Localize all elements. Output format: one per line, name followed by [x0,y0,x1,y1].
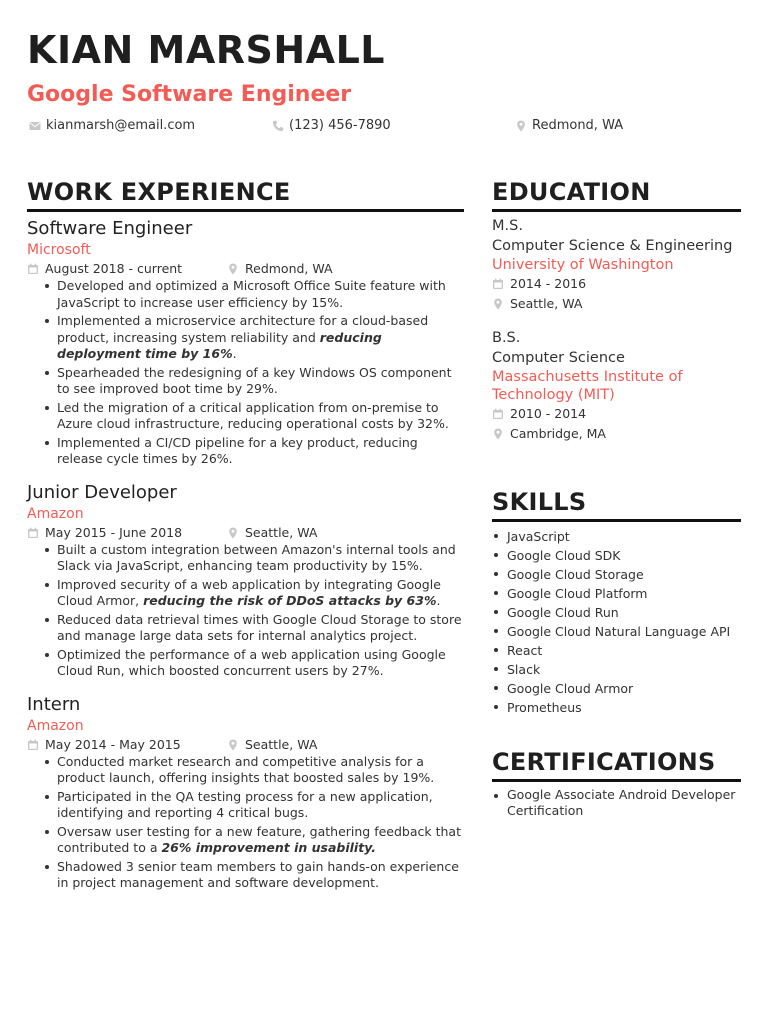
job-location: Seattle, WA [227,524,317,542]
education-heading: EDUCATION [492,178,651,206]
location-pin-icon [227,263,239,275]
skills-heading: SKILLS [492,488,587,516]
education-list [492,216,742,458]
education-entry [492,328,742,444]
job-bullets [27,754,464,892]
location-pin-icon [227,739,239,751]
company-name: Amazon [27,505,84,522]
skill-item: Google Cloud SDK [492,546,742,565]
calendar-icon [27,739,39,751]
job-dates: August 2018 - current [27,260,227,278]
job-meta [27,260,464,278]
phone-text: (123) 456-7890 [289,118,391,133]
field-of-study: Computer Science [492,350,625,366]
bullet-item: Shadowed 3 senior team members to gain hands-on experience in project management and software development. [41,859,464,892]
bullet-item: Developed and optimized a Microsoft Office Suite feature with JavaScript to increase user efficiency by 15%. [41,278,464,311]
field-of-study: Computer Science & Engineering [492,238,733,254]
bullet-item: Built a custom integration between Amazon's internal tools and Slack via JavaScript, enhancing team productivity by 15%. [41,542,464,575]
job-dates: May 2014 - May 2015 [27,736,227,754]
education-entry [492,216,742,314]
work-experience-list [27,218,464,906]
work-experience-divider [27,209,464,212]
bullet-item: Conducted market research and competitive analysis for a product launch, offering insights that boosted sales by 19%. [41,754,464,787]
education-dates: 2014 - 2016 [492,274,742,294]
bullet-item: Spearheaded the redesigning of a key Windows OS component to see improved boot time by 29%. [41,365,464,398]
candidate-name: KIAN MARSHALL [27,28,386,72]
school-name: Massachusetts Institute of Technology (MIT) [492,369,683,403]
calendar-icon [492,278,504,290]
job-title: Junior Developer [27,481,177,503]
bullet-item: Participated in the QA testing process for a new application, identifying and reporting 4 critical bugs. [41,789,464,822]
job-bullets [27,542,464,680]
education-location: Cambridge, MA [492,424,742,444]
calendar-icon [27,263,39,275]
certifications-divider [492,779,741,782]
degree: B.S. [492,330,521,346]
work-experience-heading: WORK EXPERIENCE [27,178,291,206]
school-name: University of Washington [492,257,674,273]
skill-item: Slack [492,660,742,679]
envelope-icon [29,120,41,132]
skill-item: JavaScript [492,527,742,546]
bullet-item: Oversaw user testing for a new feature, gathering feedback that contributed to a 26% improvement in usability. [41,824,464,857]
calendar-icon [492,408,504,420]
job-entry [27,218,464,468]
job-location: Redmond, WA [227,260,333,278]
job-target-title: Google Software Engineer [27,82,352,107]
bullet-item: Led the migration of a critical application from on-premise to Azure cloud infrastructure, reducing operational costs by 32%. [41,400,464,433]
job-meta [27,524,464,542]
job-entry [27,482,464,680]
bullet-item: Implemented a microservice architecture for a cloud-based product, increasing system reliability and reducing deployment time by 16%. [41,313,464,363]
bullet-item: Improved security of a web application by integrating Google Cloud Armor, reducing the risk of DDoS attacks by 63%. [41,577,464,610]
skills-divider [492,519,741,522]
contact-email [29,118,195,133]
job-meta [27,736,464,754]
contact-phone [272,118,391,133]
job-dates: May 2015 - June 2018 [27,524,227,542]
job-title: Intern [27,693,81,715]
skill-item: Google Cloud Storage [492,565,742,584]
skill-item: Google Cloud Armor [492,679,742,698]
certifications-heading: CERTIFICATIONS [492,748,716,776]
bullet-item: Implemented a CI/CD pipeline for a key product, reducing release cycle times by 26%. [41,435,464,468]
education-divider [492,209,741,212]
skills-list [492,527,742,717]
degree: M.S. [492,218,523,234]
bullet-item: Optimized the performance of a web application using Google Cloud Run, which boosted concurrent users by 27%. [41,647,464,680]
education-dates: 2010 - 2014 [492,404,742,424]
job-bullets [27,278,464,468]
location-pin-icon [515,120,527,132]
education-location: Seattle, WA [492,294,742,314]
phone-icon [272,120,284,132]
skill-item: React [492,641,742,660]
location-pin-icon [227,527,239,539]
certifications-list [492,787,742,819]
skill-item: Prometheus [492,698,742,717]
bullet-item: Reduced data retrieval times with Google Cloud Storage to store and manage large data sets for internal analytics project. [41,612,464,645]
location-pin-icon [492,298,504,310]
email-text: kianmarsh@email.com [46,118,196,133]
location-text: Redmond, WA [532,118,624,133]
job-location: Seattle, WA [227,736,317,754]
job-title: Software Engineer [27,218,193,239]
company-name: Microsoft [27,242,91,258]
contact-location [515,118,623,133]
job-entry [27,694,464,892]
certification-item: Google Associate Android Developer Certification [492,787,742,819]
location-pin-icon [492,428,504,440]
skill-item: Google Cloud Run [492,603,742,622]
skill-item: Google Cloud Natural Language API [492,622,742,641]
skill-item: Google Cloud Platform [492,584,742,603]
company-name: Amazon [27,717,84,734]
calendar-icon [27,527,39,539]
